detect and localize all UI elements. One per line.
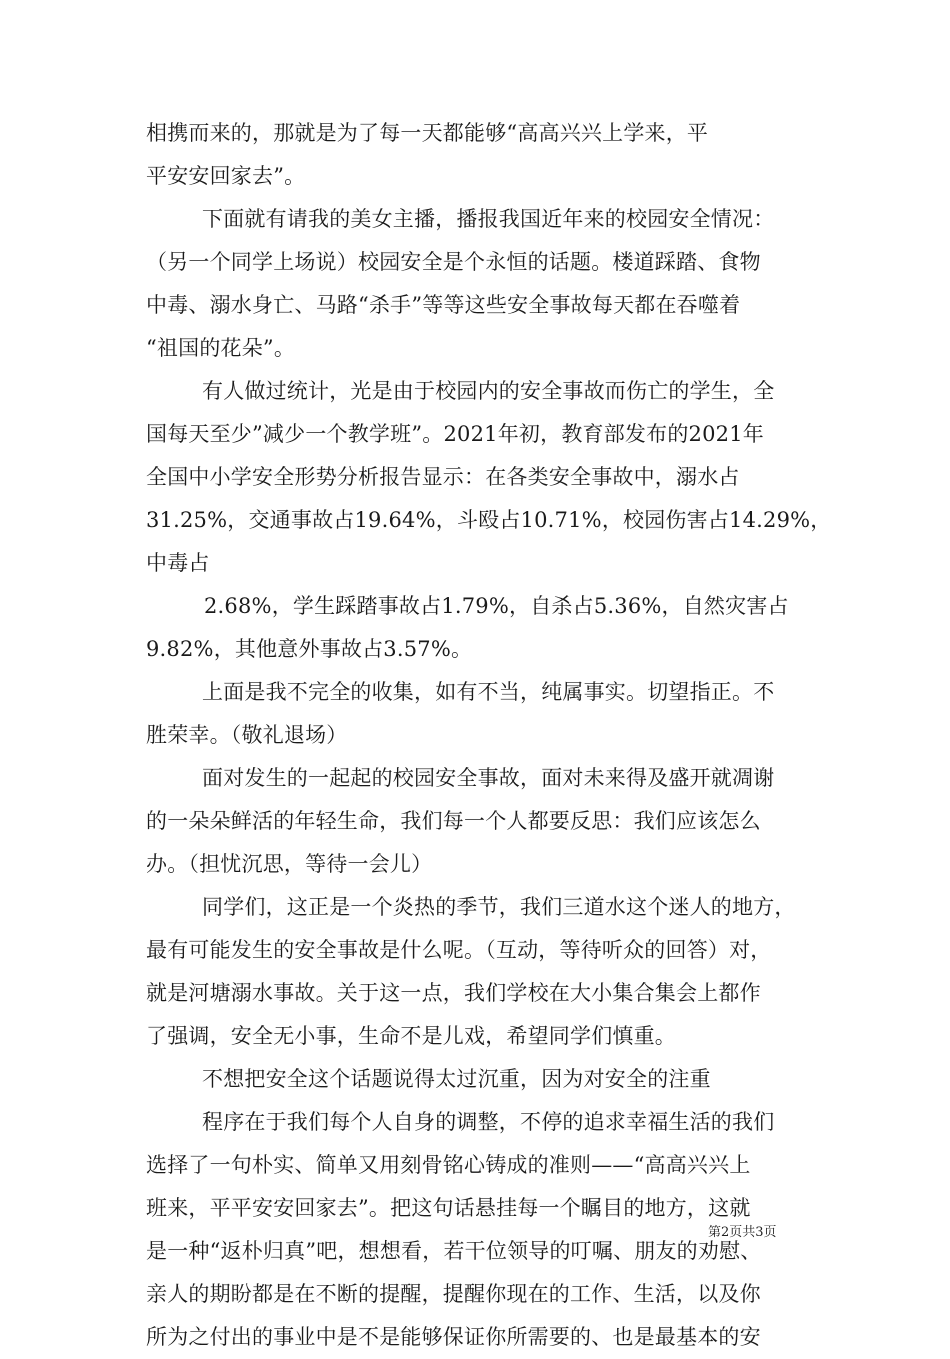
text-line: 所为之付出的事业中是不是能够保证你所需要的、也是最基本的安 [146, 1325, 761, 1349]
text-line: 的一朵朵鲜活的年轻生命，我们每一个人都要反思：我们应该怎么 [146, 809, 761, 833]
text-line: 31.25%，交通事故占19.64%，斗殴占10.71%，校园伤害占14.29%， [146, 508, 832, 532]
paragraph-start: 程序在于我们每个人自身的调整，不停的追求幸福生活的我们 [202, 1110, 775, 1134]
paragraph-start: 面对发生的一起起的校园安全事故，面对未来得及盛开就凋谢 [202, 766, 775, 790]
text-line: 亲人的期盼都是在不断的提醒，提醒你现在的工作、生活，以及你 [146, 1282, 761, 1306]
text-line: 是一种“返朴归真”吧，想想看，若干位领导的叮嘱、朋友的劝慰、 [146, 1239, 762, 1263]
paragraph-start: 不想把安全这个话题说得太过沉重，因为对安全的注重 [202, 1067, 711, 1091]
text-line: 相携而来的，那就是为了每一天都能够“高高兴兴上学来，平 [146, 121, 709, 145]
text-line: 平安安回家去”。 [146, 164, 306, 188]
text-line: 国每天至少”减少一个教学班”。2021年初，教育部发布的2021年 [146, 422, 764, 446]
text-line: 中毒占 [146, 551, 210, 575]
paragraph-start: 下面就有请我的美女主播，播报我国近年来的校园安全情况： [202, 207, 775, 231]
text-line: 9.82%，其他意外事故占3.57%。 [146, 637, 473, 661]
text-line: （另一个同学上场说）校园安全是个永恒的话题。楼道踩踏、食物 [146, 250, 761, 274]
text-line: 胜荣幸。（敬礼退场） [146, 723, 348, 747]
paragraph-start: 有人做过统计，光是由于校园内的安全事故而伤亡的学生，全 [202, 379, 775, 403]
text-line: 了强调，安全无小事，生命不是儿戏，希望同学们慎重。 [146, 1024, 676, 1048]
document-body [146, 112, 832, 1359]
paragraph-start: 同学们，这正是一个炎热的季节，我们三道水这个迷人的地方， [202, 895, 796, 919]
paragraph-start: 2.68%，学生踩踏事故占1.79%，自杀占5.36%，自然灾害占 [204, 594, 789, 618]
text-line: 最有可能发生的安全事故是什么呢。（互动，等待听众的回答）对， [146, 938, 772, 962]
text-line: 中毒、溺水身亡、马路“杀手”等等这些安全事故每天都在吞噬着 [146, 293, 741, 317]
page-number: 第2页共3页 [708, 1225, 777, 1240]
paragraph-start: 上面是我不完全的收集，如有不当，纯属事实。切望指正。不 [202, 680, 775, 704]
text-line: 办。（担忧沉思，等待一会儿） [146, 852, 433, 876]
text-line: 班来，平平安安回家去”。把这句话悬挂每一个瞩目的地方，这就 [146, 1196, 751, 1220]
text-line: 全国中小学安全形势分析报告显示：在各类安全事故中，溺水占 [146, 465, 740, 489]
text-line: 就是河塘溺水事故。关于这一点，我们学校在大小集合集会上都作 [146, 981, 761, 1005]
text-line: 选择了一句朴实、简单又用刻骨铭心铸成的准则——“高高兴兴上 [146, 1153, 751, 1177]
text-line: “祖国的花朵”。 [146, 336, 296, 360]
